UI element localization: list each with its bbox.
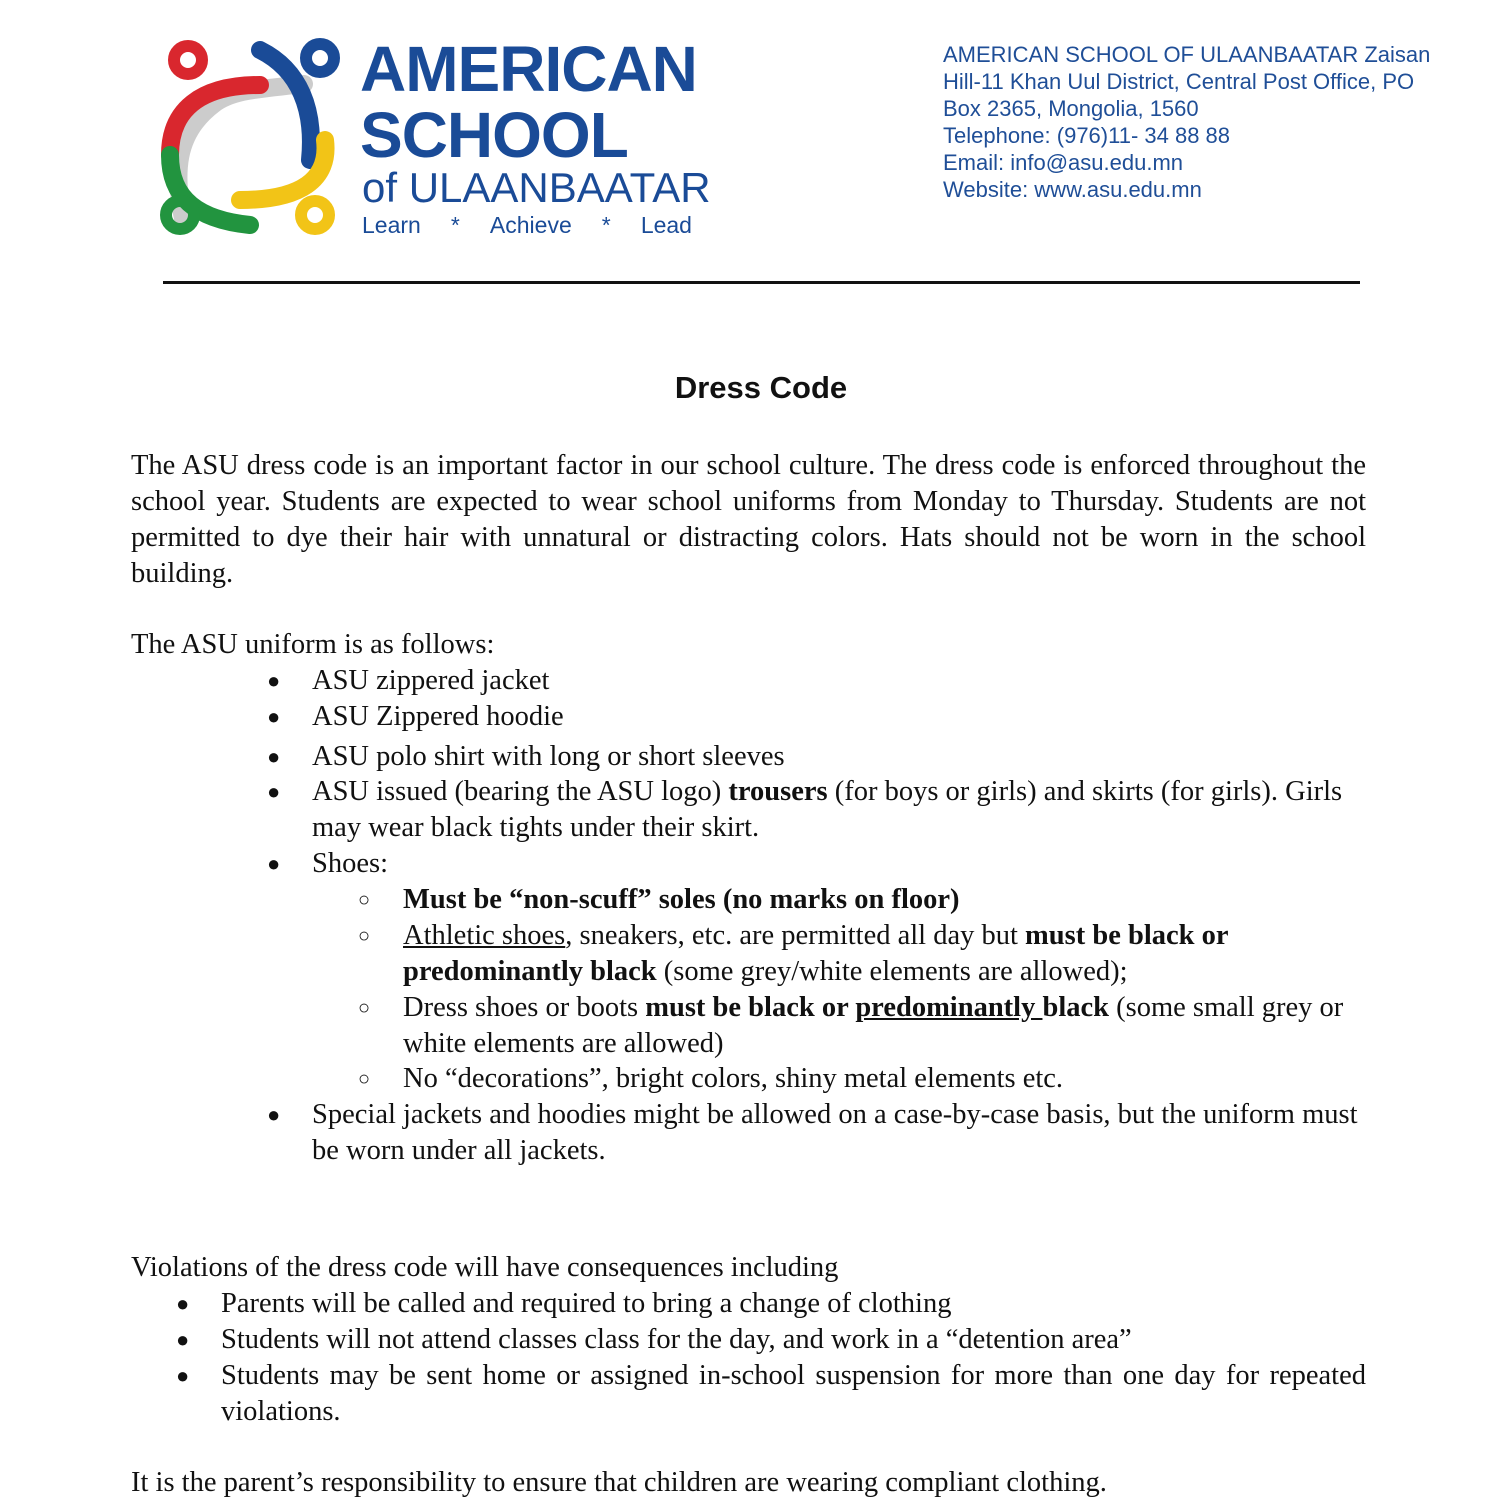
sub-bullet-icon: ○ <box>358 889 371 911</box>
list-item-shoes: Shoes: <box>312 848 389 879</box>
email: Email: info@asu.edu.mn <box>943 150 1184 175</box>
bullet-icon: ● <box>267 851 281 876</box>
intro-paragraph: The ASU dress code is an important factor in our school culture. The dress code is enforced throughout the school year. Students are expected to wear school uniforms from Monday to Thursday. Students are not permitted to dye their hair with unnatural or distracting colors. Hats should not be worn in the school building. <box>131 450 1366 589</box>
tagline-lead: Lead <box>640 212 692 238</box>
dress-bold: must be black or <box>645 992 856 1023</box>
list-item-jacket: ASU zippered jacket <box>312 665 550 696</box>
logo-emblem-icon <box>150 30 350 250</box>
dress-bold: black <box>1042 992 1109 1023</box>
tagline-learn: Learn <box>362 212 421 238</box>
logo-text-american: AMERICAN <box>360 33 697 105</box>
tagline-star: * <box>450 212 460 238</box>
logo-tagline <box>362 212 692 239</box>
school-address <box>943 41 1430 203</box>
dress-text: (some small grey or white elements are allowed) <box>403 992 1344 1059</box>
sub-item-decorations: No “decorations”, bright colors, shiny metal elements etc. <box>403 1063 1064 1094</box>
violation-item: Students will not attend classes class for the day, and work in a “detention area” <box>221 1324 1132 1355</box>
sub-item-athletic <box>403 918 1303 990</box>
bullet-icon: ● <box>267 668 281 693</box>
closing-paragraph: It is the parent’s responsibility to ensure that children are wearing compliant clothing. <box>131 1467 1107 1498</box>
violation-item: Students may be sent home or assigned in-school suspension for more than one day for repeated violations. <box>221 1360 1366 1427</box>
address-line: AMERICAN SCHOOL OF ULAANBAATAR Zaisan <box>943 42 1431 67</box>
trousers-bold: trousers <box>728 776 828 807</box>
dress-bold-underline: predominantly <box>855 992 1043 1023</box>
list-item-special: Special jackets and hoodies might be allowed on a case-by-case basis, but the uniform must be worn under all jackets. <box>312 1099 1358 1166</box>
violation-item: Parents will be called and required to bring a change of clothing <box>221 1288 952 1319</box>
list-item-polo: ASU polo shirt with long or short sleeves <box>312 741 785 772</box>
nonscuff-bold: Must be “non-scuff” soles (no marks on floor) <box>403 884 960 915</box>
list-item-trousers <box>312 774 1362 846</box>
bullet-icon: ● <box>267 744 281 769</box>
telephone: Telephone: (976)11- 34 88 88 <box>943 123 1231 148</box>
address-line: Box 2365, Mongolia, 1560 <box>943 96 1199 121</box>
bullet-icon: ● <box>176 1291 190 1316</box>
tagline-star: * <box>601 212 611 238</box>
bullet-icon: ● <box>176 1327 190 1352</box>
bullet-icon: ● <box>267 779 281 804</box>
dress-text: Dress shoes or boots <box>403 992 646 1023</box>
violations-heading: Violations of the dress code will have consequences including <box>131 1252 839 1283</box>
sub-bullet-icon: ○ <box>358 925 371 947</box>
sub-bullet-icon: ○ <box>358 997 371 1019</box>
trousers-text: ASU issued (bearing the ASU logo) <box>312 776 729 807</box>
bullet-icon: ● <box>267 704 281 729</box>
athletic-underline: Athletic shoes <box>403 920 566 951</box>
bullet-icon: ● <box>176 1363 190 1388</box>
trousers-text: (for boys or girls) and skirts (for girls). Girls may wear black tights under their skirt. <box>312 776 1343 843</box>
page-title: Dress Code <box>674 370 848 405</box>
list-item-hoodie: ASU Zippered hoodie <box>312 701 564 732</box>
sub-item-dress-shoes <box>403 990 1373 1062</box>
athletic-bold: must be black or predominantly black <box>403 920 1228 987</box>
sub-item-nonscuff <box>403 882 960 918</box>
school-logo <box>150 30 710 250</box>
website: Website: www.asu.edu.mn <box>943 177 1202 202</box>
address-line: Hill-11 Khan Uul District, Central Post Office, PO <box>943 69 1415 94</box>
logo-text-location: of ULAANBAATAR <box>362 164 711 211</box>
logo-text-school: SCHOOL <box>360 99 628 171</box>
bullet-icon: ● <box>267 1102 281 1127</box>
uniform-heading: The ASU uniform is as follows: <box>131 629 495 660</box>
athletic-text: , sneakers, etc. are permitted all day but <box>565 920 1026 951</box>
sub-bullet-icon: ○ <box>358 1068 371 1090</box>
tagline-achieve: Achieve <box>489 212 572 238</box>
athletic-text: (some grey/white elements are allowed); <box>656 956 1128 987</box>
header-divider <box>163 281 1360 284</box>
